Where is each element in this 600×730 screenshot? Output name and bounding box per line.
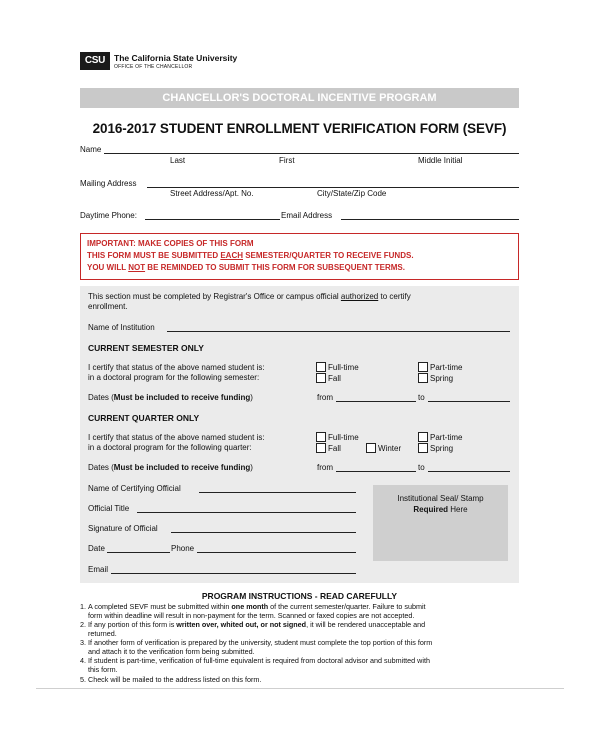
phone-label: Daytime Phone: [80,211,137,220]
page-divider [36,688,564,689]
important-notice [80,233,519,280]
name-line[interactable] [104,153,519,154]
semester-parttime-label: Part-time [430,363,463,372]
institution-line[interactable] [167,331,510,332]
notice-line-1: IMPORTANT: MAKE COPIES OF THIS FORM [87,239,254,248]
date-label: Date [88,544,105,553]
office-name: OFFICE OF THE CHANCELLOR [114,64,193,70]
official-phone-line[interactable] [197,552,356,553]
name-label: Name [80,145,102,154]
phone-line[interactable] [145,219,280,220]
quarter-fall-checkbox[interactable] [316,443,326,453]
email-label: Email Address [281,211,333,220]
semester-to-label: to [418,393,425,402]
date-line[interactable] [107,552,170,553]
certifying-official-label: Name of Certifying Official [88,484,181,493]
quarter-certify-2: in a doctoral program for the following quarter: [88,443,252,452]
official-title-label: Official Title [88,504,130,513]
mailing-line[interactable] [147,187,519,188]
semester-parttime-checkbox[interactable] [418,362,428,372]
street-caption: Street Address/Apt. No. [170,189,254,198]
quarter-from-label: from [317,463,333,472]
semester-to-line[interactable] [428,401,510,402]
notice-line-2: THIS FORM MUST BE SUBMITTED EACH SEMESTER/QUARTER TO RECEIVE FUNDS. [87,251,414,260]
quarter-heading: CURRENT QUARTER ONLY [88,413,200,423]
semester-spring-label: Spring [430,374,454,383]
seal-stamp-area [373,485,508,561]
institution-label: Name of Institution [88,323,155,332]
semester-fall-label: Fall [328,374,341,383]
quarter-parttime-label: Part-time [430,433,463,442]
seal-line-2: Required Here [413,505,468,514]
quarter-parttime-checkbox[interactable] [418,432,428,442]
quarter-spring-label: Spring [430,444,454,453]
semester-certify-2: in a doctoral program for the following semester: [88,373,260,382]
instruction-item: 5. Check will be mailed to the address listed on this form. [80,675,262,684]
certifying-official-line[interactable] [199,492,356,493]
instruction-item: 3. If another form of verification is prepared by the university, student must complete the top portion of this form and attach it to the verification form being submitted. [80,638,433,656]
university-name: The California State University [114,53,238,63]
instruction-item: 4. If student is part-time, verification of full-time equivalent is required from doctoral advisor and submitted with this form. [80,656,430,674]
signature-label: Signature of Official [88,524,158,533]
seal-line-1: Institutional Seal/ Stamp [397,494,484,503]
instruction-item: 2. If any portion of this form is written over, whited out, or not signed, it will be rendered unacceptable and returned. [80,620,426,638]
last-caption: Last [170,156,186,165]
citystatezip-caption: City/State/Zip Code [317,189,387,198]
official-title-line[interactable] [137,512,356,513]
registrar-intro: This section must be completed by Registrar's Office or campus official authorized to certify enrollment. [88,292,411,311]
csu-logo: CSU [80,52,110,70]
program-banner: CHANCELLOR'S DOCTORAL INCENTIVE PROGRAM [80,88,519,108]
first-caption: First [279,156,295,165]
quarter-fall-label: Fall [328,444,341,453]
quarter-dates-label: Dates (Must be included to receive funding) [88,463,253,472]
semester-heading: CURRENT SEMESTER ONLY [88,343,204,353]
semester-fall-checkbox[interactable] [316,373,326,383]
semester-spring-checkbox[interactable] [418,373,428,383]
quarter-fulltime-label: Full-time [328,433,359,442]
official-email-label: Email [88,565,109,574]
semester-fulltime-checkbox[interactable] [316,362,326,372]
semester-from-label: from [317,393,333,402]
semester-fulltime-label: Full-time [328,363,359,372]
middle-caption: Middle Initial [418,156,463,165]
signature-line[interactable] [171,532,356,533]
semester-dates-label: Dates (Must be included to receive funding) [88,393,253,402]
quarter-to-line[interactable] [428,471,510,472]
official-email-line[interactable] [111,573,356,574]
form-title: 2016-2017 STUDENT ENROLLMENT VERIFICATION FORM (SEVF) [92,121,507,136]
notice-line-3: YOU WILL NOT BE REMINDED TO SUBMIT THIS FORM FOR SUBSEQUENT TERMS. [87,263,405,272]
official-phone-label: Phone [171,544,195,553]
instruction-item: 1. A completed SEVF must be submitted within one month of the current semester/quarter. Failure to submit form within deadline will result in non-payment for the term. Scanned or faxed copies are not accepted. [80,602,426,620]
email-line[interactable] [341,219,519,220]
instructions-title: PROGRAM INSTRUCTIONS - READ CAREFULLY [201,591,398,601]
quarter-winter-checkbox[interactable] [366,443,376,453]
quarter-certify-1: I certify that status of the above named student is: [88,433,265,442]
quarter-winter-label: Winter [378,444,402,453]
quarter-from-line[interactable] [336,471,416,472]
mailing-label: Mailing Address [80,179,137,188]
quarter-fulltime-checkbox[interactable] [316,432,326,442]
quarter-spring-checkbox[interactable] [418,443,428,453]
semester-from-line[interactable] [336,401,416,402]
semester-certify-1: I certify that status of the above named student is: [88,363,265,372]
quarter-to-label: to [418,463,425,472]
